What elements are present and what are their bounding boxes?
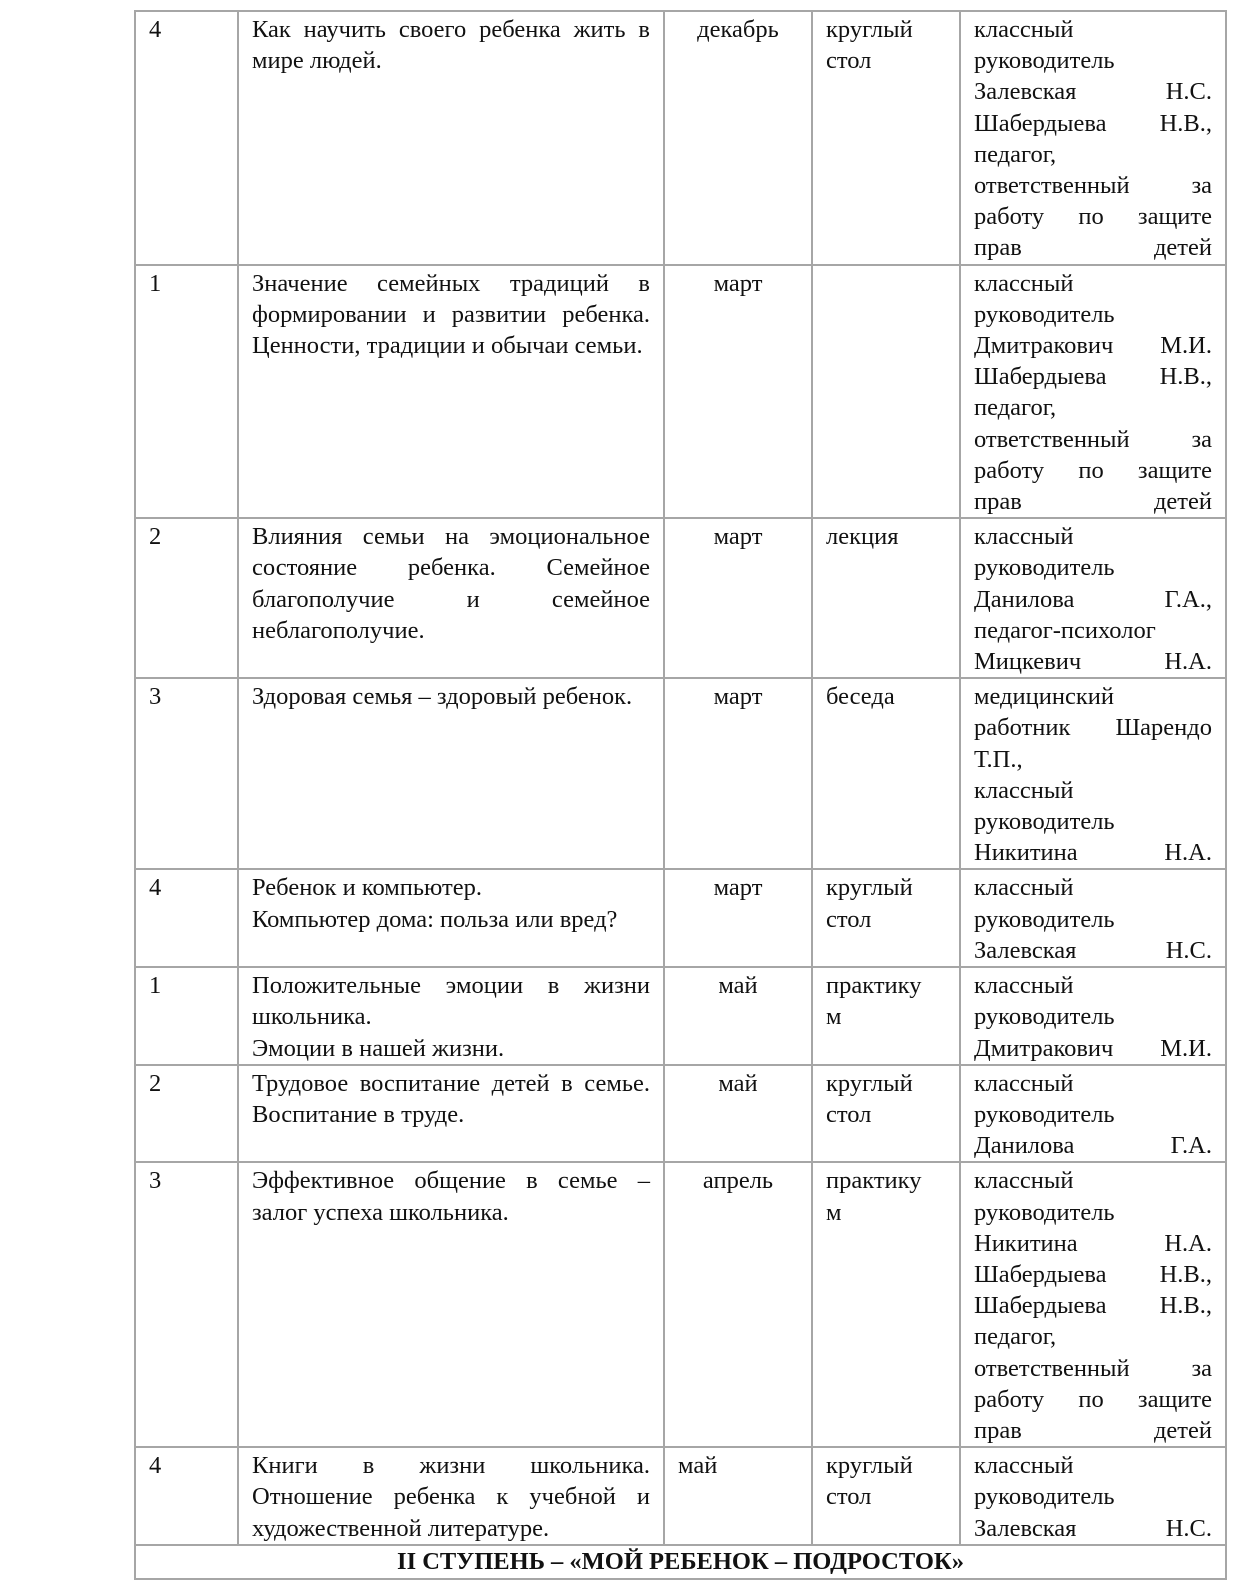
responsible-text: Данилова Г.А., [974,585,1212,613]
responsible-cell [960,11,1226,265]
form-text: круглый [826,874,913,902]
form-cell [812,678,960,869]
responsible-text: Мицкевич Н.А. [974,648,1212,676]
table-row [135,518,1226,678]
topic-text: Здоровая семья – здоровый ребенок. [252,683,633,711]
responsible-cell [960,1162,1226,1447]
responsible-text: Никитина Н.А. [974,1229,1212,1257]
responsible-cell [960,518,1226,678]
responsible-cell [960,678,1226,869]
responsible-text: руководитель [974,300,1115,328]
form-text: практику [826,1167,922,1195]
form-cell [812,1162,960,1447]
form-text: круглый [826,16,913,43]
topic-cell [238,967,664,1065]
form-cell [812,11,960,265]
month-cell: май [664,1065,812,1163]
topic-text: Эффективное общение в семье – залог успеха школьника. [252,1167,650,1226]
form-text: круглый [826,1452,913,1480]
responsible-text: Шабердыева Н.В., [974,109,1212,137]
topic-text: Как научить своего ребенка жить в мире людей. [252,16,650,75]
responsible-text: Залевская Н.С. [974,78,1212,106]
responsible-text: прав детей [974,488,1212,516]
responsible-text: классный [974,269,1074,297]
responsible-text: Шабердыева Н.В., [974,363,1212,391]
responsible-text: прав детей [974,1416,1212,1444]
form-text: м [826,1198,842,1226]
topic-cell [238,678,664,869]
row-number: 2 [135,518,238,678]
form-cell [812,265,960,519]
responsible-cell [960,265,1226,519]
responsible-text: педагог, [974,140,1057,168]
month-cell: апрель [664,1162,812,1447]
responsible-text: руководитель [974,1483,1115,1511]
topic-cell [238,869,664,967]
responsible-text: руководитель [974,1100,1115,1128]
responsible-text: руководитель [974,905,1115,933]
responsible-text: Данилова Г.А. [974,1132,1212,1160]
responsible-text: Дмитракович М.И. [974,1034,1212,1062]
responsible-text: классный [974,1069,1074,1097]
responsible-text: работу по защите [974,1385,1212,1413]
form-text: стол [826,1483,872,1511]
responsible-text: Дмитракович М.И. [974,332,1212,360]
topic-text: Значение семейных традиций в формировании и развитии ребенка. Ценности, традиции и обычаи семьи. [252,269,650,360]
form-text: лекция [826,523,899,551]
responsible-text: руководитель [974,1198,1115,1226]
responsible-text: ответственный за [974,425,1212,453]
topic-text: Книги в жизни школьника. Отношение ребенка к учебной и художественной литературе. [252,1452,650,1542]
responsible-cell [960,1447,1226,1545]
month-cell: март [664,869,812,967]
form-cell [812,967,960,1065]
section-heading: II СТУПЕНЬ – «МОЙ РЕБЕНОК – ПОДРОСТОК» [135,1545,1226,1579]
responsible-text: классный [974,972,1074,1000]
form-cell [812,1447,960,1545]
row-number: 4 [135,11,238,265]
section-heading-row [135,1545,1226,1579]
responsible-text: Шабердыева Н.В., [974,1260,1212,1288]
form-text: практику [826,972,922,1000]
responsible-text: работу по защите [974,456,1212,484]
topic-text: Компьютер дома: польза или вред? [252,905,618,933]
responsible-text: классный [974,874,1074,902]
form-cell [812,869,960,967]
responsible-text: педагог, [974,1323,1057,1351]
table-row [135,265,1226,519]
responsible-text: ответственный за [974,1354,1212,1382]
responsible-cell [960,967,1226,1065]
responsible-text: педагог, [974,394,1057,422]
plan-table [134,10,1227,1580]
responsible-text: классный [974,1452,1074,1480]
responsible-text: Никитина Н.А. [974,839,1212,867]
row-number: 2 [135,1065,238,1163]
table-body [135,11,1226,1579]
responsible-text: медицинский [974,683,1114,711]
form-text: стол [826,905,872,933]
responsible-text: Залевская Н.С. [974,936,1212,964]
row-number: 1 [135,265,238,519]
responsible-text: работу по защите [974,203,1212,231]
responsible-text: Т.П., [974,745,1023,773]
responsible-cell [960,1065,1226,1163]
responsible-text: Залевская Н.С. [974,1514,1212,1542]
responsible-text: классный [974,523,1074,551]
responsible-text: классный [974,16,1074,43]
topic-cell [238,518,664,678]
responsible-text: прав детей [974,234,1212,262]
topic-text: Ребенок и компьютер. [252,874,482,902]
month-cell: декабрь [664,11,812,265]
month-cell: май [664,967,812,1065]
responsible-text: Шабердыева Н.В., [974,1292,1212,1320]
topic-cell [238,11,664,265]
form-text: м [826,1003,842,1031]
responsible-text: руководитель [974,1003,1115,1031]
responsible-text: работник Шарендо [974,714,1212,742]
topic-text: Влияния семьи на эмоциональное состояние ребенка. Семейное благополучие и семейное неблагополучие. [252,523,650,644]
responsible-text: руководитель [974,808,1115,836]
table-row [135,869,1226,967]
table-row [135,11,1226,265]
responsible-cell [960,869,1226,967]
responsible-text: ответственный за [974,172,1212,200]
responsible-text: руководитель [974,554,1115,582]
month-cell: май [664,1447,812,1545]
form-text: стол [826,1100,872,1128]
form-text: беседа [826,683,895,711]
table-row [135,1065,1226,1163]
topic-text: Положительные эмоции в жизни школьника. [252,972,650,1031]
month-cell: март [664,678,812,869]
topic-text: Эмоции в нашей жизни. [252,1034,505,1062]
form-cell [812,518,960,678]
row-number: 1 [135,967,238,1065]
topic-cell [238,265,664,519]
month-cell: март [664,518,812,678]
responsible-text: классный [974,776,1074,804]
table-row [135,967,1226,1065]
topic-cell [238,1447,664,1545]
topic-cell [238,1162,664,1447]
form-cell [812,1065,960,1163]
responsible-text: педагог-психолог [974,616,1156,644]
responsible-text: классный [974,1167,1074,1195]
row-number: 4 [135,1447,238,1545]
row-number: 3 [135,1162,238,1447]
row-number: 4 [135,869,238,967]
table-row [135,1162,1226,1447]
table-row [135,1447,1226,1545]
month-cell: март [664,265,812,519]
topic-cell [238,1065,664,1163]
responsible-text: руководитель [974,47,1115,75]
form-text: стол [826,47,872,75]
table-row [135,678,1226,869]
row-number: 3 [135,678,238,869]
topic-text: Трудовое воспитание детей в семье. Воспитание в труде. [252,1069,650,1128]
form-text: круглый [826,1069,913,1097]
